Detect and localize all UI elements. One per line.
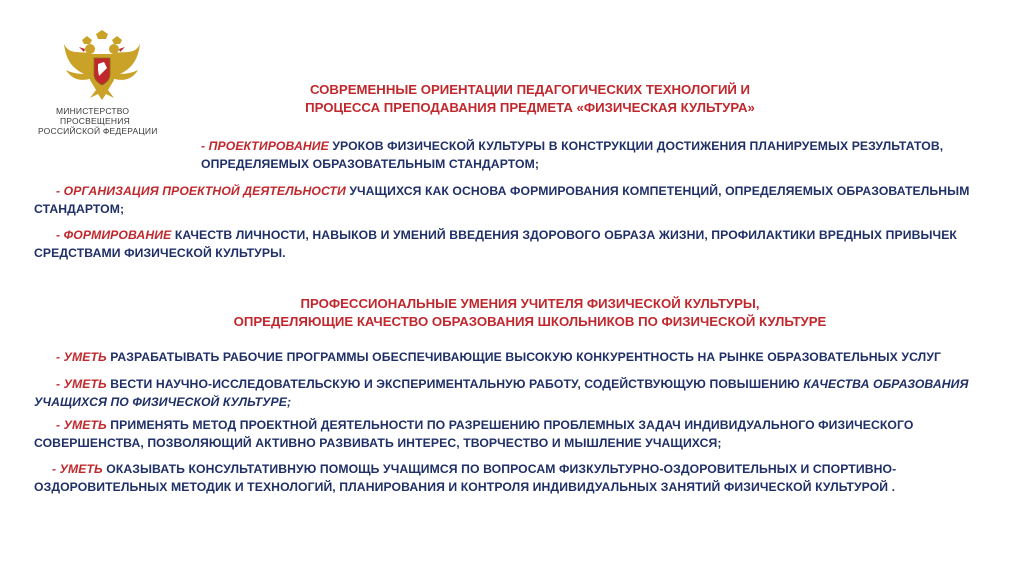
section2-title xyxy=(200,295,860,331)
item-text: КАЧЕСТВ ЛИЧНОСТИ, НАВЫКОВ И УМЕНИЙ ВВЕДЕНИЯ ЗДОРОВОГО ОБРАЗА ЖИЗНИ, ПРОФИЛАКТИКИ ВРЕДНЫХ ПРИВЫЧЕК СРЕДСТВАМИ ФИЗИЧЕСКОЙ КУЛЬТУРЫ. xyxy=(34,228,957,260)
russian-double-headed-eagle-icon xyxy=(62,30,142,102)
ministry-line-3: РОССИЙСКОЙ ФЕДЕРАЦИИ xyxy=(38,126,158,136)
item-text-continuation: ОПРЕДЕЛЯЕМЫХ ОБРАЗОВАТЕЛЬНЫМ СТАНДАРТОМ; xyxy=(201,157,540,171)
section2-item-2 xyxy=(34,375,1004,411)
item-keyword: - УМЕТЬ xyxy=(56,418,107,432)
item-keyword: - ОРГАНИЗАЦИЯ ПРОЕКТНОЙ ДЕЯТЕЛЬНОСТИ xyxy=(56,184,346,198)
ministry-line-1: МИНИСТЕРСТВО xyxy=(56,106,130,116)
item-text: ПРИМЕНЯТЬ МЕТОД ПРОЕКТНОЙ ДЕЯТЕЛЬНОСТИ ПО РАЗРЕШЕНИЮ ПРОБЛЕМНЫХ ЗАДАЧ ИНДИВИДУАЛЬНОГО ФИЗИЧЕСКОГО СОВЕРШЕНСТВА, ПОЗВОЛЯЮЩИЙ АКТИВНО РАЗВИВАТЬ ИНТЕРЕС, ТВОРЧЕСТВО И МЫШЛЕНИЕ УЧАЩИХСЯ; xyxy=(34,418,914,450)
item-text: ВЕСТИ НАУЧНО-ИССЛЕДОВАТЕЛЬСКУЮ И ЭКСПЕРИМЕНТАЛЬНУЮ РАБОТУ, СОДЕЙСТВУЮЩУЮ ПОВЫШЕНИЮ xyxy=(106,377,804,391)
section2-item-1 xyxy=(34,348,1004,366)
item-keyword: - ФОРМИРОВАНИЕ xyxy=(56,228,172,242)
section1-title-line2: ПРОЦЕССА ПРЕПОДАВАНИЯ ПРЕДМЕТА «ФИЗИЧЕСКАЯ КУЛЬТУРА» xyxy=(305,100,755,115)
item-keyword: - ПРОЕКТИРОВАНИЕ xyxy=(201,139,329,153)
section1-item-3 xyxy=(34,226,1004,262)
section2-title-line2: ОПРЕДЕЛЯЮЩИЕ КАЧЕСТВО ОБРАЗОВАНИЯ ШКОЛЬНИКОВ ПО ФИЗИЧЕСКОЙ КУЛЬТУРЕ xyxy=(233,314,827,329)
item-keyword: - УМЕТЬ xyxy=(56,350,107,364)
item-text: РАЗРАБАТЫВАТЬ РАБОЧИЕ ПРОГРАММЫ ОБЕСПЕЧИВАЮЩИЕ ВЫСОКУЮ КОНКУРЕНТНОСТЬ НА РЫНКЕ ОБРАЗОВАТЕЛЬНЫХ УСЛУГ xyxy=(106,350,942,364)
section2-item-3 xyxy=(34,416,1004,452)
item-text: ОКАЗЫВАТЬ КОНСУЛЬТАТИВНУЮ ПОМОЩЬ УЧАЩИМСЯ ПО ВОПРОСАМ ФИЗКУЛЬТУРНО-ОЗДОРОВИТЕЛЬНЫХ И СПОРТИВНО-ОЗДОРОВИТЕЛЬНЫХ МЕТОДИК И ТЕХНОЛОГИЙ, ПЛАНИРОВАНИЯ И КОНТРОЛЯ ИНДИВИДУАЛЬНЫХ ЗАНЯТИЙ ФИЗИЧЕСКОЙ КУЛЬТУРОЙ . xyxy=(34,462,897,494)
ministry-line-2: ПРОСВЕЩЕНИЯ xyxy=(60,116,130,126)
section1-title-line1: СОВРЕМЕННЫЕ ОРИЕНТАЦИИ ПЕДАГОГИЧЕСКИХ ТЕХНОЛОГИЙ И xyxy=(309,82,751,97)
section1-title xyxy=(200,81,860,117)
item-text: УРОКОВ ФИЗИЧЕСКОЙ КУЛЬТУРЫ В КОНСТРУКЦИИ ДОСТИЖЕНИЯ ПЛАНИРУЕМЫХ РЕЗУЛЬТАТОВ, xyxy=(328,139,944,153)
item-italic-tail: КАЧЕСТВА ОБРАЗОВАНИЯ УЧАЩИХСЯ ПО ФИЗИЧЕСКОЙ КУЛЬТУРЕ; xyxy=(34,377,969,409)
ministry-name xyxy=(30,106,160,136)
item-keyword: - УМЕТЬ xyxy=(56,377,107,391)
section2-item-4 xyxy=(34,460,1004,496)
item-text: УЧАЩИХСЯ КАК ОСНОВА ФОРМИРОВАНИЯ КОМПЕТЕНЦИЙ, ОПРЕДЕЛЯЕМЫХ ОБРАЗОВАТЕЛЬНЫМ СТАНДАРТОМ; xyxy=(34,184,970,216)
section2-title-line1: ПРОФЕССИОНАЛЬНЫЕ УМЕНИЯ УЧИТЕЛЯ ФИЗИЧЕСКОЙ КУЛЬТУРЫ, xyxy=(300,296,760,311)
section1-item-2 xyxy=(34,182,1004,218)
ministry-logo xyxy=(52,30,152,102)
item-keyword: - УМЕТЬ xyxy=(52,462,103,476)
section1-item-1 xyxy=(201,137,1001,173)
